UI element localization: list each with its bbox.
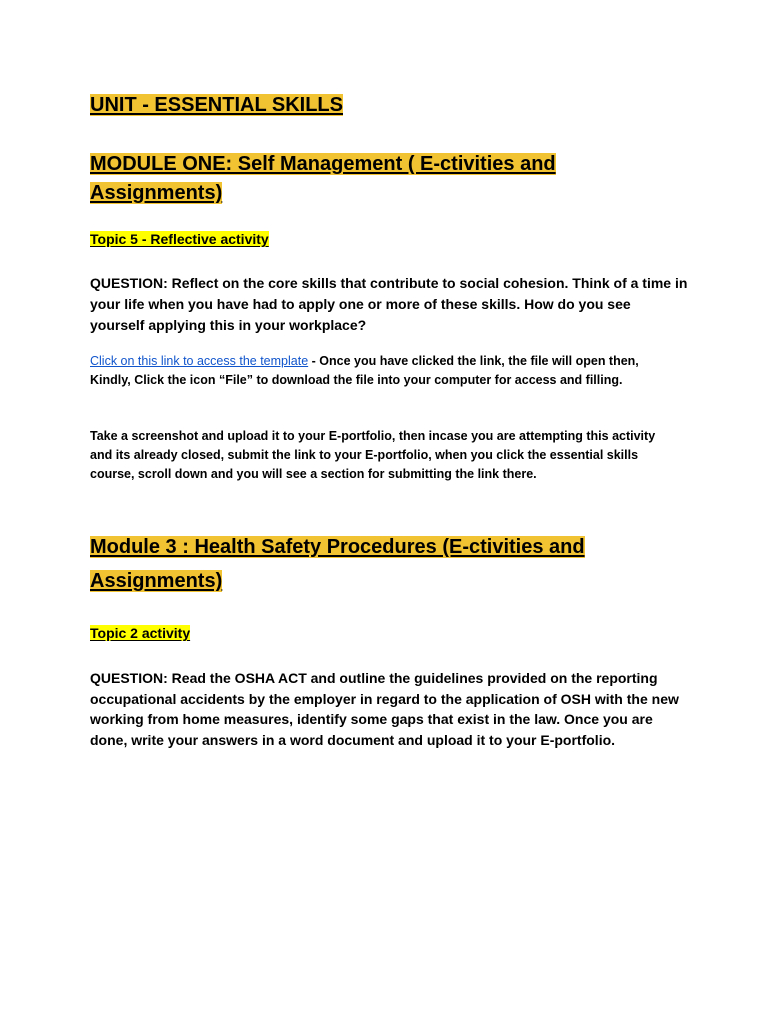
screenshot-instruction: Take a screenshot and upload it to your E-portfolio, then incase you are attempting this activity and its already closed, submit the link to your E-portfolio, when you click the essential skills course, scroll down and you will see a section for submitting the link there. xyxy=(90,429,656,481)
module-one-question: QUESTION: Reflect on the core skills that contribute to social cohesion. Think of a time in your life when you have had to apply one or more of these skills. How do you see yourself applying this in your workplace? xyxy=(90,275,688,333)
topic-2-heading xyxy=(90,624,190,643)
module-one-title xyxy=(90,150,688,208)
unit-title xyxy=(90,92,343,119)
unit-title-text: UNIT - ESSENTIAL SKILLS xyxy=(90,94,343,116)
topic-5-heading xyxy=(90,230,269,249)
topic-5-heading-text: Topic 5 - Reflective activity xyxy=(90,231,269,247)
topic-2-heading-text: Topic 2 activity xyxy=(90,625,191,641)
module-three-title-text: Module 3 : Health Safety Procedures (E-ctivities and Assignments) xyxy=(90,536,585,592)
template-link-paragraph xyxy=(90,352,680,390)
module-one-title-text: MODULE ONE: Self Management ( E-ctivities and Assignments) xyxy=(90,153,556,204)
module-three-title xyxy=(90,530,688,598)
template-link[interactable]: Click on this link to access the template xyxy=(90,354,309,368)
template-link-followup: - Once you have clicked the link, the file will open then, Kindly, Click the icon “File” to download the file into your computer for access and filling. xyxy=(90,354,639,387)
module-three-question: QUESTION: Read the OSHA ACT and outline the guidelines provided on the reporting occupational accidents by the employer in regard to the application of OSH with the new working from home measures, identify some gaps that exist in the law. Once you are done, write your answers in a word document and upload it to your E-portfolio. xyxy=(90,670,679,748)
